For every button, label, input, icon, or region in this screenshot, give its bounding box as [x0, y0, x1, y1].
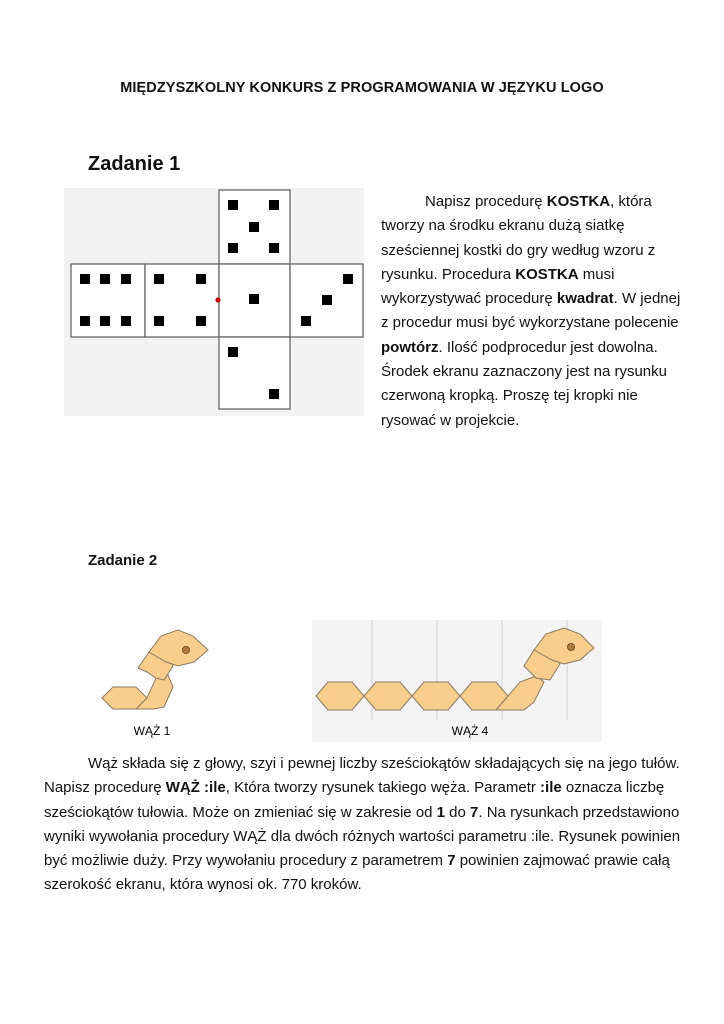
pip — [269, 243, 279, 253]
pip — [249, 222, 259, 232]
snake1-label: WĄŻ 1 — [133, 724, 171, 738]
pip — [100, 316, 110, 326]
pip — [228, 200, 238, 210]
pip — [80, 316, 90, 326]
snake-1-svg — [98, 620, 218, 742]
pip — [343, 274, 353, 284]
pip — [154, 316, 164, 326]
pip — [249, 294, 259, 304]
pip — [228, 243, 238, 253]
snake-2-svg — [312, 620, 602, 742]
page-title: MIĘDZYSZKOLNY KONKURS Z PROGRAMOWANIA W JĘZYKU LOGO — [120, 80, 604, 96]
snake2-label: WĄŻ 4 — [451, 724, 489, 738]
pip — [80, 274, 90, 284]
pip — [269, 200, 279, 210]
snake2-body-hex-2 — [364, 682, 412, 710]
screen-center-dot — [215, 297, 220, 302]
dice-net-figure — [64, 188, 364, 416]
task1-heading: Zadanie 1 — [88, 153, 181, 175]
task1-text: Napisz procedurę KOSTKA, która tworzy na środku ekranu dużą siatkę sześciennej kostki do gry według wzoru z rysunku. Procedura KOSTKA musi wykorzystywać procedurę kwadrat. W jednej z procedur musi być wykorzystane polecenie powtórz. Ilość podprocedur jest dowolna. Środek ekranu zaznaczony jest na rysunku czerwoną kropką. Proszę tej kropki nie rysować w projekcie. — [381, 193, 681, 429]
pip — [121, 316, 131, 326]
pip — [154, 274, 164, 284]
dice-net-svg — [64, 188, 364, 416]
pip — [100, 274, 110, 284]
pip — [301, 316, 311, 326]
snake2-body-hex-1 — [316, 682, 364, 710]
pip — [196, 316, 206, 326]
snake-2-figure — [312, 620, 602, 742]
snake2-body-hex-3 — [412, 682, 460, 710]
pip — [228, 347, 238, 357]
pip — [196, 274, 206, 284]
snake1-eye — [182, 646, 189, 653]
pip — [269, 389, 279, 399]
snake-1-figure — [98, 620, 218, 742]
task2-text: Wąż składa się z głowy, szyi i pewnej liczby sześciokątów składających się na jego tułów. Napisz procedurę WĄŻ :ile, Która tworzy rysunek takiego węża. Parametr :ile oznacza liczbę sześciokątów tułowia. Może on zmieniać się w zakresie od 1 do 7. Na rysunkach przedstawiono wyniki wywołania procedury WĄŻ dla dwóch różnych wartości parametru :ile. Rysunek powinien być możliwie duży. Przy wywołaniu procedury z parametrem 7 powinien zajmować prawie całą szerokość ekranu, która wynosi ok. 770 kroków. — [44, 755, 681, 894]
snake2-eye — [567, 643, 574, 650]
pip — [121, 274, 131, 284]
pip — [322, 295, 332, 305]
task2-heading: Zadanie 2 — [88, 552, 158, 569]
